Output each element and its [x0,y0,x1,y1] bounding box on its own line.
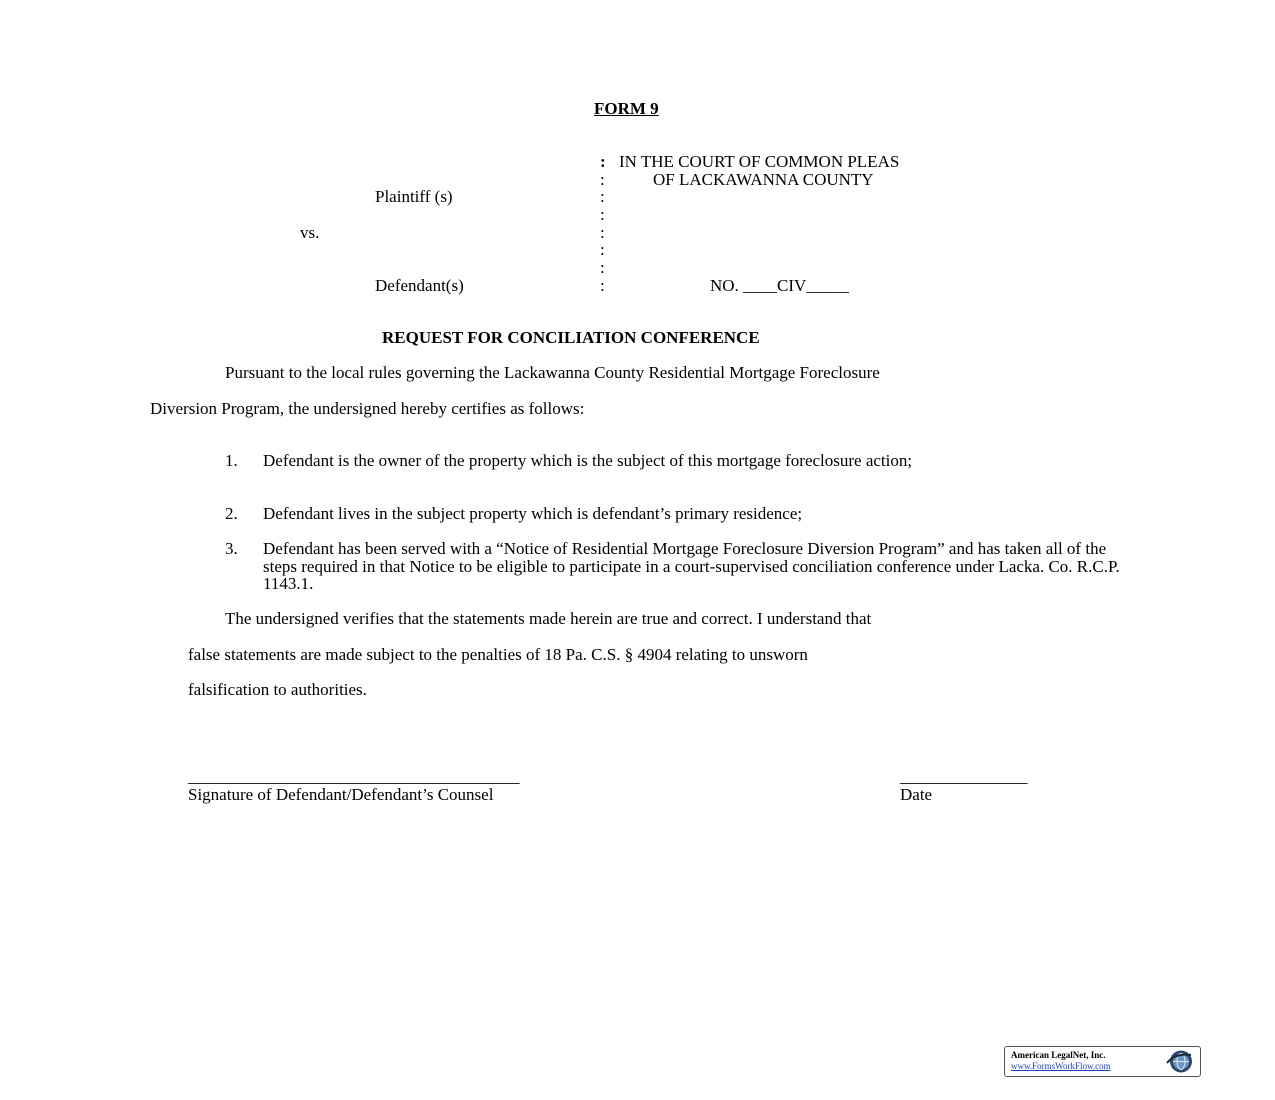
form-title: FORM 9 [594,99,659,118]
caption-colon: : [600,240,605,259]
plaintiff-label: Plaintiff (s) [375,187,453,206]
vs-label: vs. [300,223,320,242]
logo-company-name: American LegalNet, Inc. [1011,1050,1106,1060]
caption-colon: : [600,170,605,189]
defendant-label: Defendant(s) [375,276,464,295]
list-item-number: 2. [225,504,238,523]
docket-number: NO. ____CIV_____ [710,276,849,295]
caption-colon: : [600,223,605,242]
list-item-number: 3. [225,539,238,558]
legalnet-logo[interactable] [1004,1046,1201,1077]
signature-line: _______________________________________ [188,767,520,786]
caption-colon: : [600,258,605,277]
caption-colon: : [600,276,605,295]
verification-line-1: The undersigned verifies that the statements made herein are true and correct. I understand that [225,609,872,628]
list-item-text: Defendant lives in the subject property which is defendant’s primary residence; [263,504,803,523]
list-item-number: 1. [225,451,238,470]
document-heading: REQUEST FOR CONCILIATION CONFERENCE [382,328,760,347]
list-item-text: Defendant has been served with a “Notice of Residential Mortgage Foreclosure Diversion Program” and has taken all of the steps required in that Notice to be eligible to participate in a court-supervised conciliation conference under Lacka. Co. R.C.P. 1143.1. [263,539,1120,593]
date-line: _______________ [900,767,1028,786]
intro-line-1: Pursuant to the local rules governing the Lackawanna County Residential Mortgage Foreclosure [225,363,880,382]
court-name-line2: OF LACKAWANNA COUNTY [653,170,874,189]
verification-line-3: falsification to authorities. [188,680,367,699]
verification-line-2: false statements are made subject to the penalties of 18 Pa. C.S. § 4904 relating to unsworn [188,645,808,664]
court-name-line1: IN THE COURT OF COMMON PLEAS [619,152,900,171]
intro-line-2: Diversion Program, the undersigned hereby certifies as follows: [150,399,585,418]
list-item-text: Defendant is the owner of the property which is the subject of this mortgage foreclosure action; [263,451,913,470]
date-label: Date [900,785,933,804]
caption-colon: : [600,152,606,171]
caption-colon: : [600,187,605,206]
globe-icon [1161,1049,1197,1074]
caption-colon: : [600,205,605,224]
signature-label: Signature of Defendant/Defendant’s Counsel [188,785,494,804]
logo-url-link[interactable]: www.FormsWorkFlow.com [1011,1061,1111,1071]
